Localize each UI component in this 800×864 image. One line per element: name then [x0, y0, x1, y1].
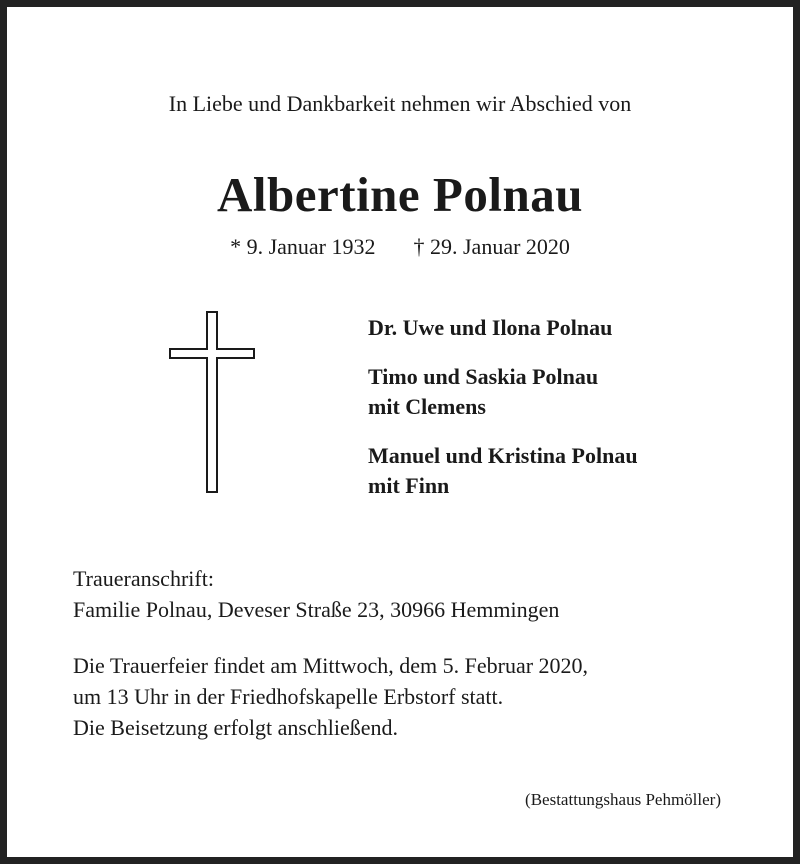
ceremony-line: um 13 Uhr in der Friedhofskapelle Erbstorf statt. — [73, 684, 504, 709]
intro-text: In Liebe und Dankbarkeit nehmen wir Abschied von — [168, 91, 632, 116]
cross-icon — [169, 311, 255, 493]
ceremony-info — [73, 650, 588, 743]
family-list — [368, 313, 638, 501]
life-dates — [7, 233, 793, 261]
family-group — [368, 313, 638, 343]
deceased-name: Albertine Polnau — [217, 167, 583, 222]
family-line: Timo und Saskia Polnau — [368, 364, 599, 389]
family-group — [368, 362, 638, 422]
family-line: Manuel und Kristina Polnau — [368, 443, 638, 468]
address-label: Traueranschrift: — [73, 566, 214, 591]
address-line: Familie Polnau, Deveser Straße 23, 30966 Hemmingen — [73, 597, 560, 622]
ceremony-line: Die Trauerfeier findet am Mittwoch, dem 5. Februar 2020, — [73, 653, 589, 678]
death-date: † 29. Januar 2020 — [413, 234, 570, 259]
undertaker-credit: (Bestattungshaus Pehmöller) — [525, 790, 721, 809]
mourning-address — [73, 563, 559, 625]
family-line: mit Clemens — [368, 394, 486, 419]
family-line: mit Finn — [368, 473, 450, 498]
birth-date: * 9. Januar 1932 — [230, 234, 376, 259]
ceremony-line: Die Beisetzung erfolgt anschließend. — [73, 715, 399, 740]
family-line: Dr. Uwe und Ilona Polnau — [368, 315, 613, 340]
family-group — [368, 441, 638, 501]
